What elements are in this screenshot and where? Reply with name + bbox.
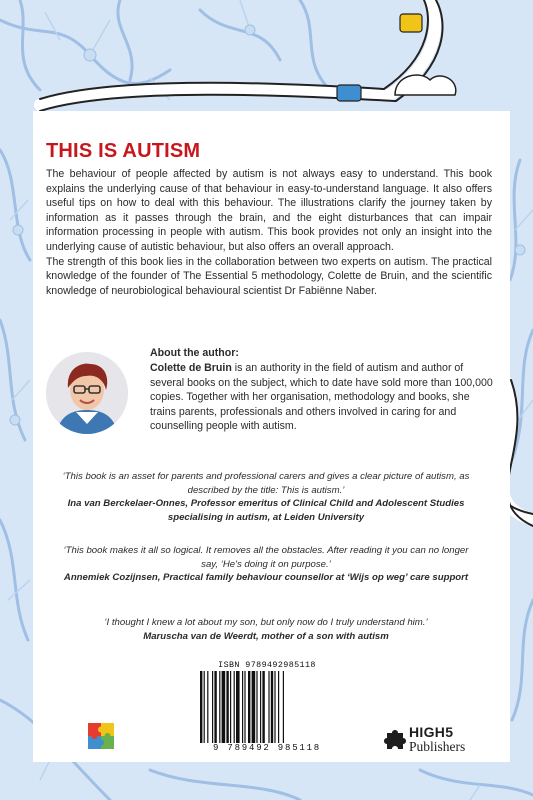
barcode-bars [194, 671, 340, 745]
quote-text: ‘I thought I knew a lot about my son, but only now do I truly understand him.’ [104, 617, 428, 628]
barcode-bar [256, 671, 257, 743]
barcode-bar [283, 671, 284, 743]
author-photo [46, 352, 128, 434]
barcode-bar [244, 671, 245, 743]
description-paragraph: The strength of this book lies in the collaboration between two experts on autism. The practical knowledge of the founder of The Essential 5 methodology, Colette de Bruin, and the scientific knowledge of neurobiological behavioural scientist Dr Fabiënne Naber. [46, 255, 492, 297]
isbn-digits: 9 789492 985118 [212, 743, 321, 753]
endorsement-quote [60, 616, 472, 643]
quote-attribution: Annemiek Cozijnsen, Practical family behaviour counsellor at ‘Wijs op weg’ care support [63, 572, 469, 584]
endorsement-quote [60, 470, 472, 524]
barcode-bar [260, 671, 261, 743]
barcode-bar [200, 671, 202, 743]
description-paragraph: The behaviour of people affected by autism is not always easy to understand. This book explains the underlying cause of that behaviour in easy-to-understand language. It also offers useful tips on how to deal with this behaviour. The illustrations clarify the journey taken by information as it passes through the brain, and the eight disturbances that can impair information processing in people with autism. This book provides not only an insight into the underlying cause of autistic behaviour, but also offers an overall approach. [46, 168, 492, 253]
isbn-label: ISBN 9789492985118 [218, 660, 316, 670]
barcode-bar [226, 671, 228, 743]
barcode-bar [252, 671, 256, 743]
barcode-bar [230, 671, 231, 743]
about-author [150, 346, 495, 433]
barcode-bar [242, 671, 243, 743]
quote-attribution: Ina van Berckelaer-Onnes, Professor emeritus of Clinical Child and Adolescent Studies specialising in autism, at Leiden University [67, 498, 465, 523]
barcode-bar [271, 671, 273, 743]
quote-attribution: Maruscha van de Weerdt, mother of a son with autism [143, 630, 389, 642]
isbn-barcode [194, 660, 340, 756]
author-bio [150, 361, 495, 433]
barcode-bar [268, 671, 269, 743]
puzzle-piece-icon [383, 727, 407, 751]
puzzle-square-logo [88, 723, 114, 749]
author-bio-text: is an authority in the field of autism and author of several books on the subject, which to date have sold more than 100,000 copies. Together with her organisation, methodology and books, she trains parents, professionals and others involved in caring for and counselling people with autism. [150, 362, 493, 433]
quote-text: ‘This book is an asset for parents and professional carers and gives a clear picture of autism, as described by the title: This is autism.’ [62, 471, 470, 496]
barcode-bar [207, 671, 208, 743]
barcode-bar [248, 671, 250, 743]
barcode-bar [234, 671, 235, 743]
book-description [46, 167, 492, 298]
barcode-bar [278, 671, 279, 743]
endorsement-quote [60, 544, 472, 585]
barcode-bar [219, 671, 220, 743]
publisher-name: HIGH5 [409, 724, 454, 740]
barcode-bar [274, 671, 275, 743]
publisher-name-suffix: Publishers [409, 739, 466, 754]
barcode-bar [222, 671, 226, 743]
barcode-bar [204, 671, 205, 743]
puzzle-logo-icon [88, 723, 114, 749]
book-title: THIS IS AUTISM [46, 140, 201, 162]
author-portrait [46, 352, 128, 434]
author-name: Colette de Bruin [150, 362, 232, 375]
publisher-logo [383, 724, 493, 754]
barcode-bar [262, 671, 264, 743]
about-author-heading: About the author: [150, 347, 239, 359]
barcode-bar [214, 671, 216, 743]
barcode-bar [236, 671, 240, 743]
barcode-bar [212, 671, 213, 743]
quote-text: ‘This book makes it all so logical. It removes all the obstacles. After reading it you can no longer say, ‘He's doing it on purpose.’ [63, 545, 469, 570]
